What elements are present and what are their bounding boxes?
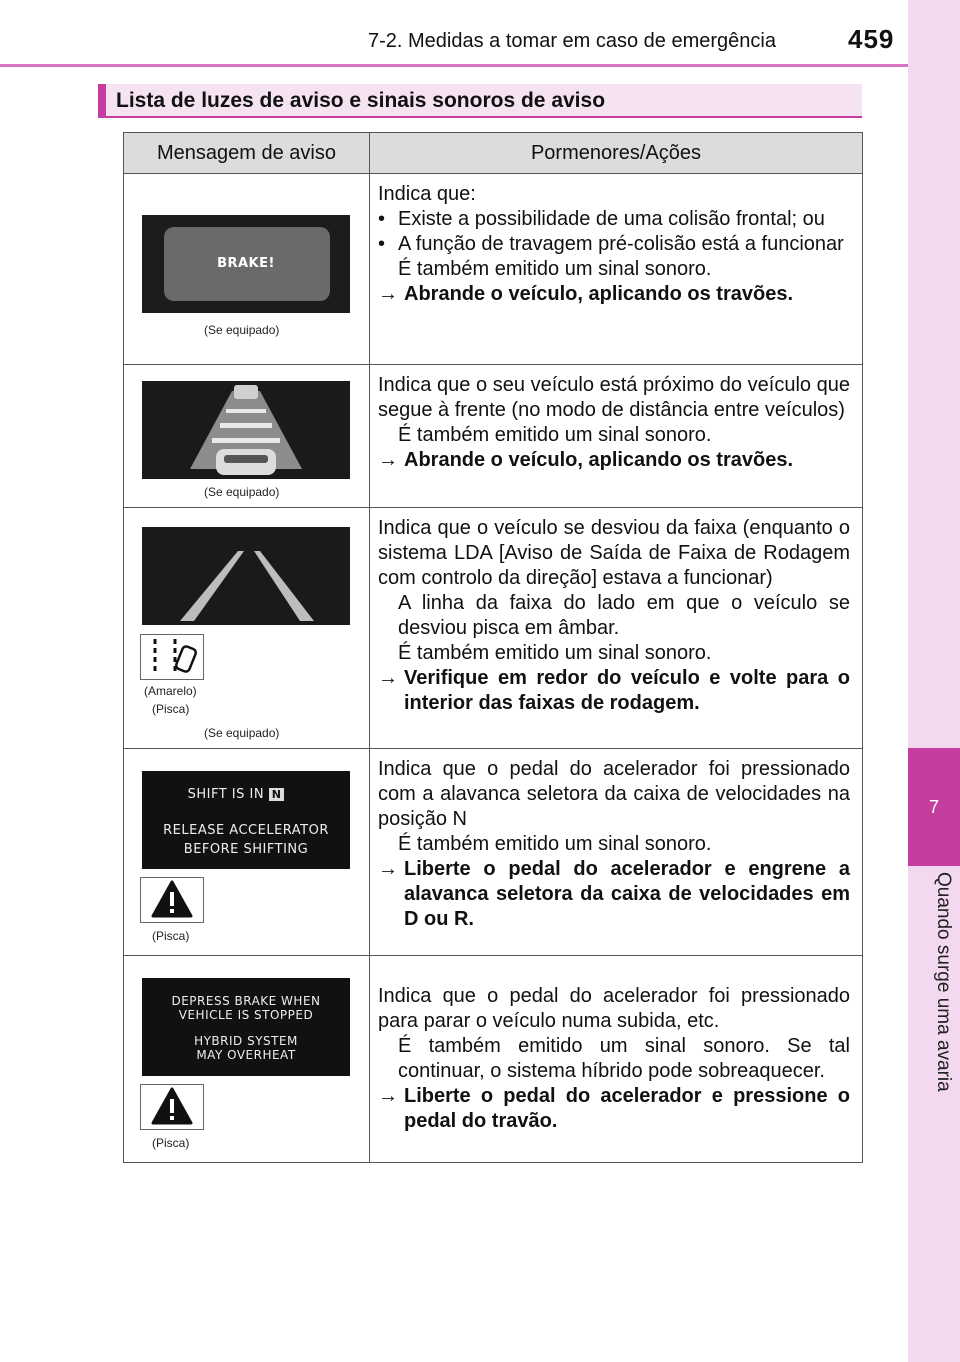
warning-image-cell xyxy=(124,749,370,956)
screen-text: VEHICLE IS STOPPED xyxy=(178,1008,314,1022)
list-item: • Existe a possibilidade de uma colisão frontal; ou xyxy=(378,208,825,230)
section-banner xyxy=(98,84,862,118)
distance-warning-display xyxy=(142,381,350,479)
intro-text: Indica que o veículo se desviou da faixa (enquanto o sistema LDA [Aviso de Saída de Faixa de Rodagem com controlo da direção] estava a funcionar) xyxy=(378,517,850,589)
column-header-message: Mensagem de aviso xyxy=(124,133,370,174)
warning-triangle-icon xyxy=(141,878,203,922)
warning-table xyxy=(123,132,863,1163)
screen-text: BEFORE SHIFTING xyxy=(183,842,309,857)
action-text: → Abrande o veículo, aplicando os travões. xyxy=(378,283,793,305)
bullet-icon: • xyxy=(378,208,386,230)
lane-departure-indicator xyxy=(140,634,204,680)
list-item: • A função de travagem pré-colisão está a funcionar xyxy=(378,233,844,255)
image-caption: (Se equipado) xyxy=(204,726,280,740)
note-text: A linha da faixa do lado em que o veículo se desviou pisca em âmbar. xyxy=(398,592,850,639)
image-caption: (Pisca) xyxy=(152,1136,190,1150)
brake-warning-display xyxy=(142,215,350,313)
arrow-right-icon: → xyxy=(378,667,398,689)
details-cell xyxy=(370,508,863,749)
table-row xyxy=(124,365,863,508)
table-header-row xyxy=(124,133,863,174)
table-row xyxy=(124,174,863,365)
header-rule xyxy=(0,64,908,67)
table-row xyxy=(124,749,863,956)
table-row xyxy=(124,956,863,1163)
gear-n-badge: N xyxy=(269,788,285,801)
chapter-tab: 7 xyxy=(908,748,960,866)
action-text: → Abrande o veículo, aplicando os travões. xyxy=(378,449,793,471)
warning-image-cell xyxy=(124,956,370,1163)
column-header-details: Pormenores/Ações xyxy=(370,133,863,174)
side-tab-background xyxy=(908,0,960,1362)
warning-image-cell xyxy=(124,508,370,749)
master-warning-indicator xyxy=(140,1084,204,1130)
screen-text: SHIFT IS IN N xyxy=(132,787,340,802)
action-text: → Liberte o pedal do acelerador e engrene a alavanca seletora da caixa de velocidades em D ou R. xyxy=(378,858,850,930)
intro-text: Indica que o pedal do acelerador foi pressionado com a alavanca seletora da caixa de velocidades na posição N xyxy=(378,758,850,830)
note-text: É também emitido um sinal sonoro. xyxy=(398,833,712,855)
master-warning-indicator xyxy=(140,877,204,923)
arrow-right-icon: → xyxy=(378,283,398,305)
image-caption: (Pisca) xyxy=(152,702,190,716)
image-caption: (Amarelo) xyxy=(144,684,197,698)
approach-vehicle-icon xyxy=(142,381,350,479)
section-title: Lista de luzes de aviso e sinais sonoros de aviso xyxy=(116,89,606,112)
warning-image-cell xyxy=(124,365,370,508)
note-text: É também emitido um sinal sonoro. xyxy=(398,258,712,280)
details-cell xyxy=(370,956,863,1163)
image-caption: (Se equipado) xyxy=(204,485,280,499)
chapter-label: Quando surge uma avaria xyxy=(933,872,954,1092)
action-text: → Liberte o pedal do acelerador e pressione o pedal do travão. xyxy=(378,1085,850,1132)
arrow-right-icon: → xyxy=(378,449,398,471)
intro-text: Indica que o seu veículo está próximo do veículo que segue à frente (no modo de distância entre veículos) xyxy=(378,374,850,421)
page-number: 459 xyxy=(848,24,895,54)
arrow-right-icon: → xyxy=(378,1085,398,1107)
table-row xyxy=(124,508,863,749)
arrow-right-icon: → xyxy=(378,858,398,880)
lane-lines-icon xyxy=(142,527,350,625)
screen-text: HYBRID SYSTEM xyxy=(194,1034,298,1048)
hybrid-warning-display xyxy=(142,978,350,1076)
lane-departure-display xyxy=(142,527,350,625)
bullet-icon: • xyxy=(378,233,386,255)
action-text: → Verifique em redor do veículo e volte para o interior das faixas de rodagem. xyxy=(378,667,850,714)
screen-text: RELEASE ACCELERATOR xyxy=(163,823,329,838)
running-header: 7-2. Medidas a tomar em caso de emergência xyxy=(368,30,776,52)
details-cell xyxy=(370,174,863,365)
note-text: É também emitido um sinal sonoro. Se tal continuar, o sistema híbrido pode sobreaquecer. xyxy=(398,1035,850,1082)
screen-text: MAY OVERHEAT xyxy=(196,1048,296,1062)
details-cell xyxy=(370,365,863,508)
intro-text: Indica que o pedal do acelerador foi pressionado para parar o veículo numa subida, etc. xyxy=(378,985,850,1032)
image-caption: (Pisca) xyxy=(152,929,190,943)
screen-text: BRAKE! xyxy=(217,256,275,271)
intro-text: Indica que: xyxy=(378,183,476,205)
warning-image-cell xyxy=(124,174,370,365)
lane-departure-car-icon xyxy=(141,635,203,679)
image-caption: (Se equipado) xyxy=(204,323,280,337)
warning-triangle-icon xyxy=(141,1085,203,1129)
shift-warning-display xyxy=(142,771,350,869)
note-text: É também emitido um sinal sonoro. xyxy=(398,424,712,446)
screen-text: DEPRESS BRAKE WHEN xyxy=(171,994,321,1008)
note-text: É também emitido um sinal sonoro. xyxy=(398,642,712,664)
details-cell xyxy=(370,749,863,956)
